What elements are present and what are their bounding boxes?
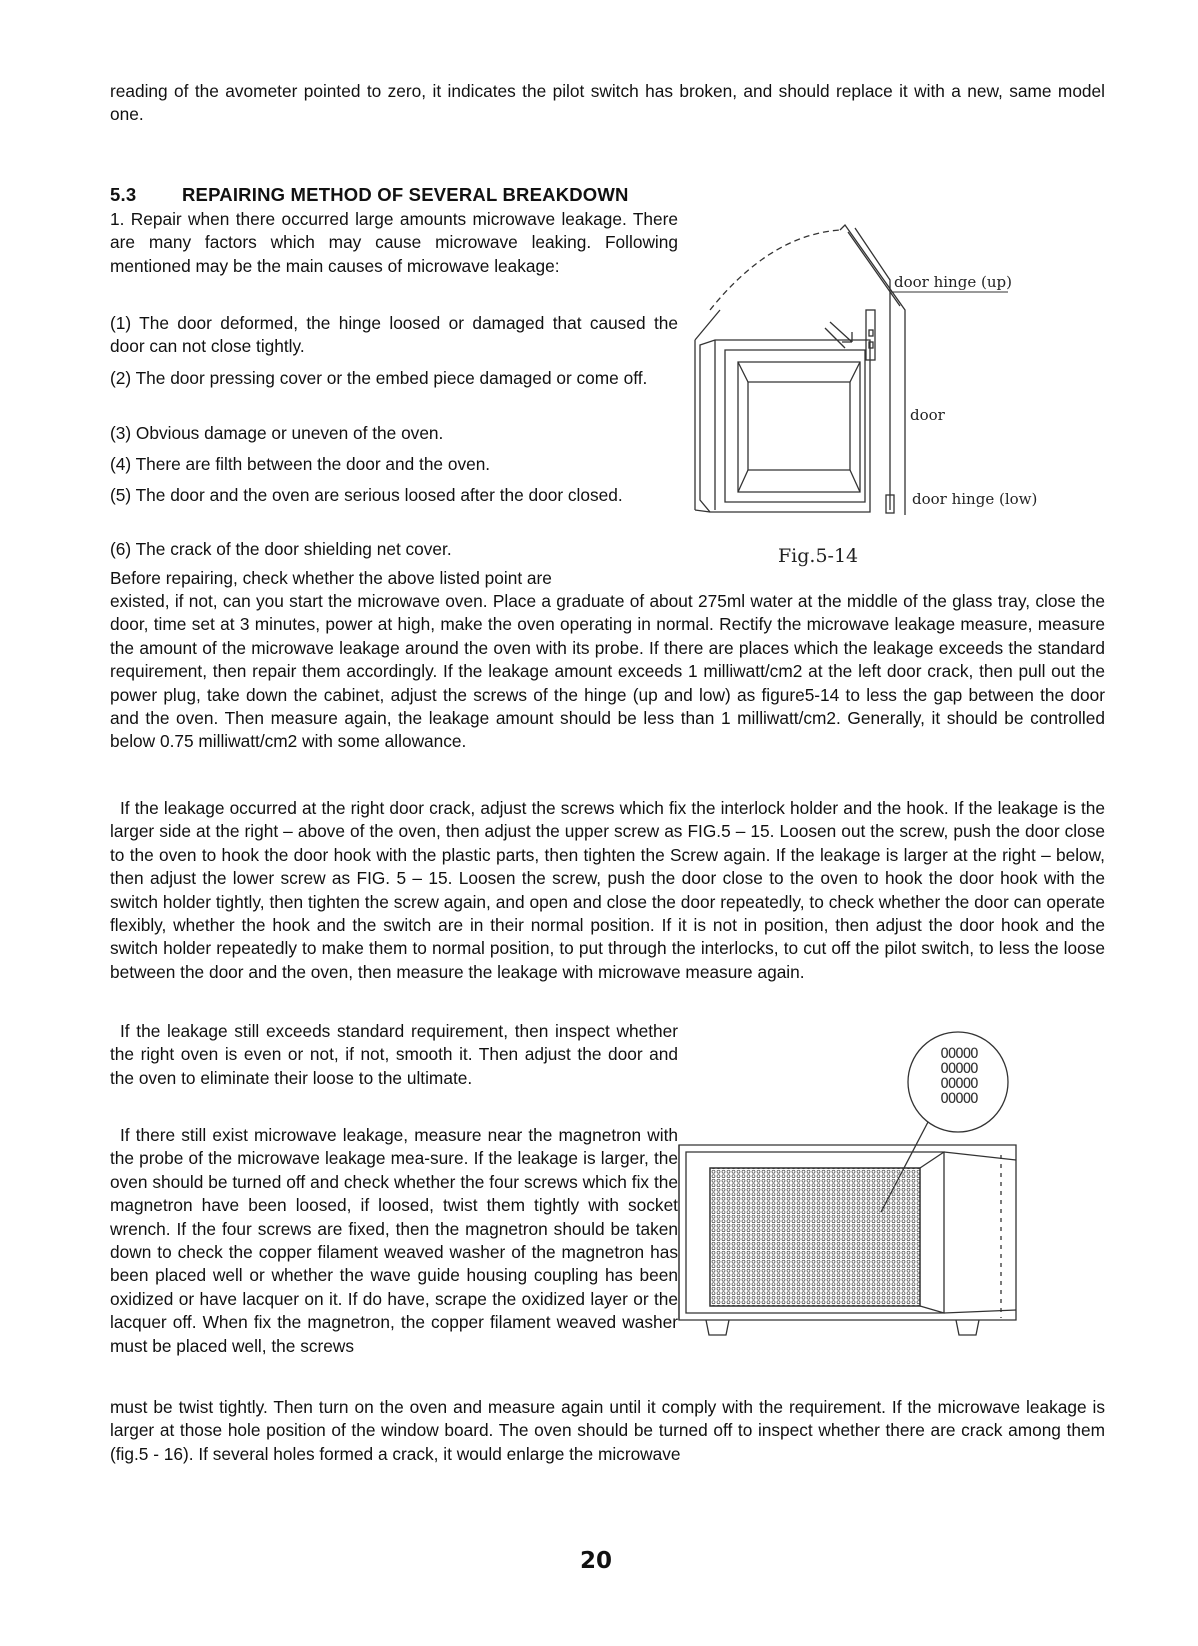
still-exceeds-paragraph: If the leakage still exceeds standard requirement, then inspect whether the right oven is even or not, if not, smooth it. Then adjust the door and the oven to eliminate their loose to the ultimate. xyxy=(110,1021,678,1088)
before-repair-lead: Before repairing, check whether the above listed point are xyxy=(110,568,552,588)
label-door-hinge-up: door hinge (up) xyxy=(894,273,1012,291)
magnetron-paragraph-continued: must be twist tightly. Then turn on the oven and measure again until it comply with the requirement. If the microwave leakage is larger at those hole position of the window board. The oven should be turned off to inspect whether there are crack among them (fig.5 - 16). If several holes formed a crack, it would enlarge the microwave xyxy=(110,1397,1105,1464)
intro-paragraph: reading of the avometer pointed to zero, it indicates the pilot switch has broken, and should replace it with a new, same model one. xyxy=(110,81,1105,125)
cause-6: (6) The crack of the door shielding net cover. xyxy=(110,539,452,559)
cause-3: (3) Obvious damage or uneven of the oven. xyxy=(110,423,444,443)
label-door-hinge-low: door hinge (low) xyxy=(912,490,1038,508)
before-repair-paragraph: existed, if not, can you start the microwave oven. Place a graduate of about 275ml water at the middle of the glass tray, close the door, time set at 3 minutes, power at high, make the oven operating in normal. Rectify the microwave leakage measure, measure the amount of the microwave leakage around the oven with its probe. If there are places which the leakage exceeds the standard requirement, then repair them accordingly. If the leakage amount exceeds 1 milliwatt/cm2 at the left door crack, then pull out the power plug, take down the cabinet, adjust the screws of the hinge (up and low) as figure5-14 to less the gap between the door and the oven. Then measure again, the leakage amount should be less than 1 milliwatt/cm2. Generally, it should be controlled below 0.75 milliwatt/cm2 with some allowance. xyxy=(110,591,1105,752)
cause-5: (5) The door and the oven are serious loosed after the door closed. xyxy=(110,485,623,505)
cause-1: (1) The door deformed, the hinge loosed or damaged that caused the door can not close tightly. xyxy=(110,313,678,357)
magnifier-row: OOOOO xyxy=(940,1046,978,1062)
magnifier-row: OOOOO xyxy=(940,1061,978,1077)
section-title: REPAIRING METHOD OF SEVERAL BREAKDOWN xyxy=(182,184,629,205)
magnifier-row: OOOOO xyxy=(940,1091,978,1107)
cause-2: (2) The door pressing cover or the embed piece damaged or come off. xyxy=(110,368,648,388)
figure-5-14-caption: Fig.5-14 xyxy=(778,545,859,567)
magnifier-row: OOOOO xyxy=(940,1076,978,1092)
magnifier-holes xyxy=(920,1047,998,1107)
item-1-paragraph: 1. Repair when there occurred large amounts microwave leakage. There are many factors which may cause microwave leaking. Following mentioned may be the main causes of microwave leakage: xyxy=(110,209,678,276)
hinge-up-leader-line xyxy=(890,290,1010,294)
cause-4: (4) There are filth between the door and the oven. xyxy=(110,454,491,474)
right-crack-paragraph: If the leakage occurred at the right door crack, adjust the screws which fix the interlock holder and the hook. If the leakage is the larger side at the right – above of the oven, then adjust the upper screw as FIG.5 – 15. Loosen out the screw, push the door close to the oven to hook the door hook with the plastic parts, then tighten the Screw again. If the leakage is larger at the right – below, then adjust the lower screw as FIG. 5 – 15. Loosen the screw, push the door close to the oven to hook the door hook with the switch holder tightly, then tighten the screw again, and open and close the door repeatedly, to check whether the door can operate flexibly, whether the hook and the switch are in their normal position. If it is not in position, then adjust the door hook and the switch holder repeatedly to make them to normal position, to put through the interlocks, to cut off the pilot switch, to less the loose between the door and the oven, then measure the leakage with microwave measure again. xyxy=(110,798,1105,982)
section-number: 5.3 xyxy=(110,184,137,205)
page-number: 20 xyxy=(580,1548,613,1574)
section-heading xyxy=(110,184,629,206)
label-door: door xyxy=(910,406,945,424)
magnetron-paragraph: If there still exist microwave leakage, measure near the magnetron with the probe of the microwave leakage mea-sure. If the leakage is larger, the oven should be turned off and check whether the four screws which fix the magnetron have been loosed, if loosed, twist them tightly with socket wrench. If the four screws are fixed, then the magnetron should be taken down to check the copper filament weaved washer of the magnetron has been placed well or whether the wave guide housing coupling has been oxidized or have lacquer on it. If do have, scrape the oxidized layer or the lacquer off. When fix the magnetron, the copper filament weaved washer must be placed well, the screws xyxy=(110,1125,678,1356)
figure-5-14-diagram xyxy=(690,210,930,530)
